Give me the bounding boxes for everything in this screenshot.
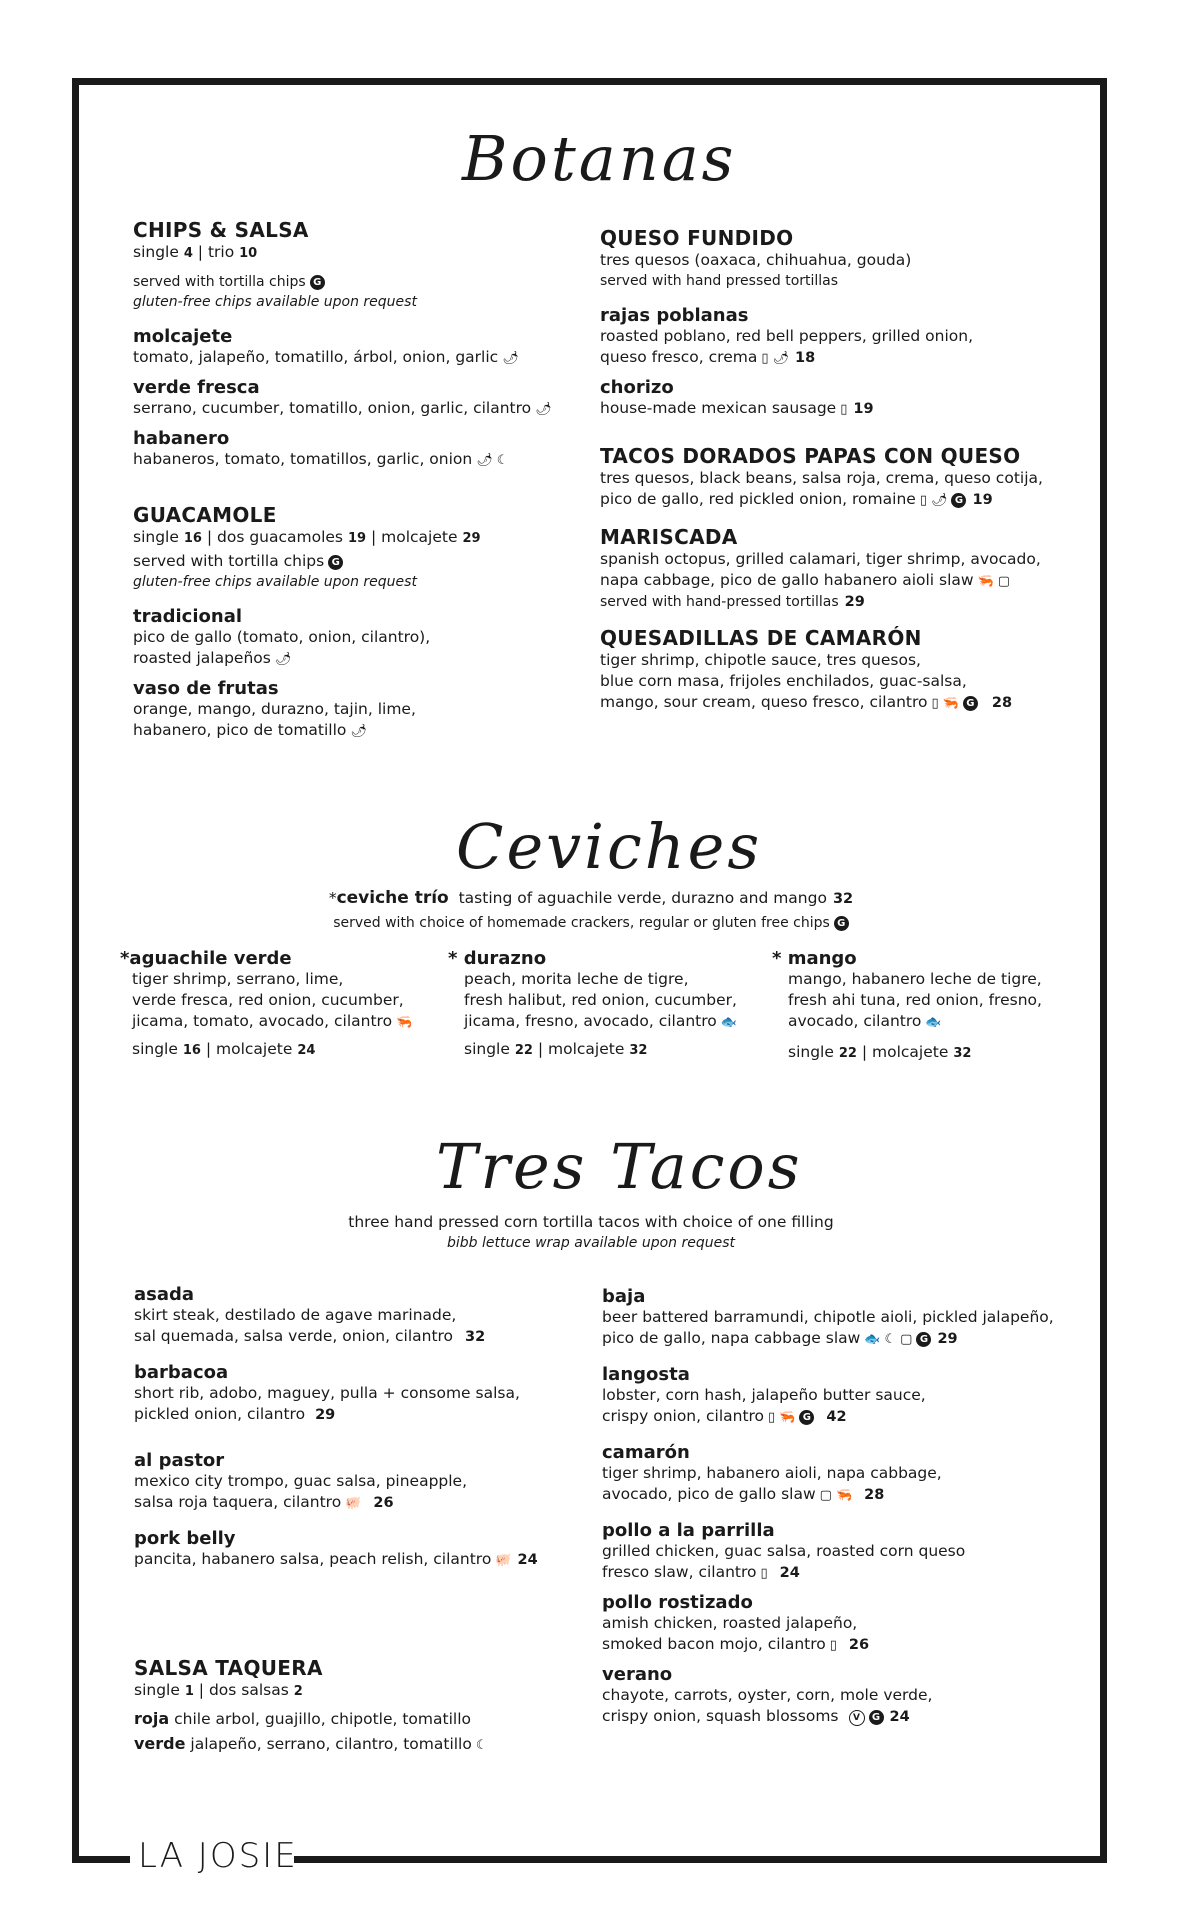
guacamole-note: served with tortilla chips G (133, 551, 583, 572)
egg-icon: ▢ (900, 1332, 913, 1347)
tacos-left-column: asada skirt steak, destilado de agave marinade, sal quemada, salsa verde, onion, cilantro 32 barbacoa short rib, adobo, maguey, pulla + consome salsa, pickled onion, cilantro 29 al pastor mexico city trompo, guac salsa, pineapple, salsa roja taquera, cilantro 🐖 26 pork belly pancita, habanero salsa, peach relish, cilantro 🐖 24 (134, 1284, 574, 1571)
ceviche-durazno (448, 948, 768, 1061)
dairy-icon: ▯ (931, 696, 939, 711)
taco-pollo-parrilla-name: pollo a la parrilla (602, 1520, 775, 1541)
salsa-verde: verde jalapeño, serrano, cilantro, tomatillo ☾ (134, 1733, 594, 1756)
tacos-dorados-desc1: tres quesos, black beans, salsa roja, crema, queso cotija, (600, 469, 1043, 487)
chorizo-name: chorizo (600, 377, 674, 398)
chorizo-desc: house-made mexican sausage ▯ 19 (600, 398, 1080, 420)
dairy-icon: ▯ (829, 1638, 837, 1653)
vaso-name: vaso de frutas (133, 678, 279, 699)
section-title-botanas: Botanas (462, 122, 737, 195)
botanas-right-column (600, 226, 1080, 714)
gluten-free-icon: G (328, 555, 343, 570)
fish-icon: 🐟 (720, 1015, 737, 1030)
queso-fundido-title: QUESO FUNDIDO (600, 226, 794, 250)
salsa-taquera (134, 1656, 594, 1756)
aguachile-prices: single 16 | molcajete 24 (132, 1040, 316, 1058)
mango-desc2: fresh ahi tuna, red onion, fresno, (788, 991, 1042, 1009)
taco-langosta-name: langosta (602, 1364, 690, 1385)
pepper-icon: 🌶 (930, 493, 948, 508)
tradicional-desc1: pico de gallo (tomato, onion, cilantro), (133, 628, 431, 646)
pork-icon: 🐖 (495, 1553, 512, 1568)
section-title-ceviches: Ceviches (456, 810, 763, 883)
vaso-desc1: orange, mango, durazno, tajin, lime, (133, 700, 416, 718)
dairy-icon: ▯ (919, 493, 927, 508)
ceviche-trio: *ceviche trío tasting of aguachile verde, durazno and mango 32 served with choice of homemade crackers, regular or gluten free chips G (328, 888, 854, 931)
habanero-name: habanero (133, 428, 230, 449)
taco-verano-name: verano (602, 1664, 673, 1685)
vegan-icon: V (849, 1710, 865, 1726)
taco-al-pastor-name: al pastor (134, 1450, 225, 1471)
aguachile-name: *aguachile verde (120, 948, 292, 969)
mango-desc3: avocado, cilantro 🐟 (788, 1011, 1072, 1033)
verde-fresca-name: verde fresca (133, 377, 260, 398)
dairy-icon: ▯ (840, 402, 848, 417)
molcajete-name: molcajete (133, 326, 233, 347)
pepper-icon: 🌶 (274, 652, 292, 667)
ceviche-aguachile (120, 948, 440, 1061)
salsa-roja: roja chile arbol, guajillo, chipotle, tomatillo (134, 1709, 471, 1728)
mango-desc1: mango, habanero leche de tigre, (788, 970, 1042, 988)
spicy-icon: ☾ (475, 1738, 488, 1753)
durazno-desc1: peach, morita leche de tigre, (464, 970, 689, 988)
spicy-icon: ☾ (496, 453, 509, 468)
mango-prices: single 22 | molcajete 32 (788, 1043, 972, 1061)
mango-name: * mango (772, 948, 857, 969)
rajas-desc1: roasted poblano, red bell peppers, grilled onion, (600, 327, 974, 345)
section-title-tres-tacos: Tres Tacos (436, 1130, 803, 1203)
pepper-icon: 🌶 (476, 453, 493, 468)
dairy-icon: ▯ (768, 1410, 776, 1425)
tacos-intro: three hand pressed corn tortilla tacos with choice of one filling bibb lettuce wrap available upon request (348, 1213, 834, 1251)
mariscada-note: served with hand-pressed tortillas 29 (600, 594, 865, 610)
taco-pollo-rostizado-name: pollo rostizado (602, 1592, 753, 1613)
brand-logo: LA JOSIE (138, 1836, 298, 1876)
mariscada-desc2: napa cabbage, pico de gallo habanero aioli slaw 🦐 ▢ (600, 570, 1080, 592)
vaso-desc2: habanero, pico de tomatillo 🌶 (133, 720, 583, 742)
durazno-desc3: jicama, fresno, avocado, cilantro 🐟 (464, 1011, 768, 1033)
shellfish-icon: 🦐 (942, 696, 959, 711)
pork-icon: 🐖 (345, 1496, 362, 1511)
durazno-prices: single 22 | molcajete 32 (464, 1040, 648, 1058)
fish-icon: 🐟 (864, 1332, 881, 1347)
gluten-free-icon: G (916, 1332, 931, 1347)
gluten-free-icon: G (834, 916, 849, 931)
tacos-right-column: baja beer battered barramundi, chipotle aioli, pickled jalapeño, pico de gallo, napa cabbage slaw 🐟 ☾ ▢ G 29 langosta lobster, corn hash, jalapeño butter sauce, crispy onion, cilantro ▯ 🦐 G 42 camarón tiger shrimp, habanero aioli, napa cabbage, avocado, pico de gallo slaw ▢ 🦐 28 pollo a la parrilla grilled chicken, guac salsa, roasted corn queso fresco slaw, cilantro ▯ 24 pollo rostizado amish chicken, roasted jalapeño, smoked bacon mojo, cilantro ▯ 26 verano chayote, carrots, oyster, corn, mole verde, crispy onion, squash blossoms V G 24 (602, 1286, 1082, 1728)
dairy-icon: ▯ (761, 351, 769, 366)
rajas-name: rajas poblanas (600, 305, 749, 326)
taco-barbacoa-name: barbacoa (134, 1362, 229, 1383)
guacamole-gf-note: gluten-free chips available upon request (133, 574, 417, 590)
fish-icon: 🐟 (925, 1015, 942, 1030)
shellfish-icon: 🦐 (396, 1015, 413, 1030)
durazno-name: * durazno (448, 948, 547, 969)
habanero-desc: habaneros, tomato, tomatillos, garlic, onion 🌶 ☾ (133, 449, 583, 471)
border-bottom-right (294, 1856, 1107, 1863)
quesadillas-title: QUESADILLAS DE CAMARÓN (600, 626, 922, 650)
durazno-desc2: fresh halibut, red onion, cucumber, (464, 991, 737, 1009)
mariscada-desc1: spanish octopus, grilled calamari, tiger shrimp, avocado, (600, 550, 1041, 568)
dairy-icon: ▯ (760, 1566, 768, 1581)
gluten-free-icon: G (310, 275, 325, 290)
quesadillas-desc2: blue corn masa, frijoles enchilados, guac-salsa, (600, 672, 967, 690)
pepper-icon: 🌶 (350, 724, 367, 739)
tradicional-name: tradicional (133, 606, 243, 627)
guacamole-prices: single 16 | dos guacamoles 19 | molcajete 29 (133, 528, 481, 546)
salsa-taquera-prices: single 1 | dos salsas 2 (134, 1681, 303, 1699)
guacamole-title: GUACAMOLE (133, 503, 277, 527)
shellfish-icon: 🦐 (835, 1488, 853, 1503)
egg-icon: ▢ (819, 1488, 832, 1503)
mariscada-title: MARISCADA (600, 525, 738, 549)
taco-pork-belly-name: pork belly (134, 1528, 236, 1549)
border-bottom-left (72, 1856, 130, 1863)
molcajete-desc: tomato, jalapeño, tomatillo, árbol, onion, garlic 🌶 (133, 347, 583, 369)
quesadillas-desc1: tiger shrimp, chipotle sauce, tres quesos, (600, 651, 921, 669)
egg-icon: ▢ (997, 574, 1011, 589)
rajas-desc2: queso fresco, crema ▯ 🌶 18 (600, 347, 1080, 369)
taco-baja-name: baja (602, 1286, 646, 1307)
gluten-free-icon: G (799, 1410, 814, 1425)
chips-salsa-title: CHIPS & SALSA (133, 218, 309, 242)
aguachile-desc2: verde fresca, red onion, cucumber, (132, 991, 404, 1009)
tacos-dorados-desc2: pico de gallo, red pickled onion, romaine ▯ 🌶 G 19 (600, 489, 1080, 511)
chips-note: served with tortilla chips G (133, 272, 583, 292)
spicy-icon: ☾ (884, 1332, 897, 1347)
queso-desc: tres quesos (oaxaca, chihuahua, gouda) (600, 251, 912, 269)
chips-gf-note: gluten-free chips available upon request (133, 294, 417, 310)
gluten-free-icon: G (963, 696, 978, 711)
aguachile-desc3: jicama, tomato, avocado, cilantro 🦐 (132, 1011, 440, 1033)
tacos-dorados-title: TACOS DORADOS PAPAS CON QUESO (600, 444, 1021, 468)
botanas-left-column (133, 218, 583, 742)
salsa-taquera-title: SALSA TAQUERA (134, 1656, 323, 1680)
quesadillas-desc3: mango, sour cream, queso fresco, cilantro ▯ 🦐 G 28 (600, 692, 1080, 714)
pepper-icon: 🌶 (502, 351, 519, 366)
taco-camaron-name: camarón (602, 1442, 690, 1463)
shellfish-icon: 🦐 (779, 1410, 796, 1425)
chips-prices: single 4 | trio 10 (133, 243, 258, 261)
tradicional-desc2: roasted jalapeños 🌶 (133, 648, 583, 670)
ceviche-mango (772, 948, 1072, 1064)
gluten-free-icon: G (951, 493, 966, 508)
pepper-icon: 🌶 (772, 351, 790, 366)
gluten-free-icon: G (869, 1710, 884, 1725)
shellfish-icon: 🦐 (977, 574, 994, 589)
queso-note: served with hand pressed tortillas (600, 273, 839, 289)
taco-asada-name: asada (134, 1284, 195, 1305)
aguachile-desc1: tiger shrimp, serrano, lime, (132, 970, 344, 988)
verde-fresca-desc: serrano, cucumber, tomatillo, onion, garlic, cilantro 🌶 (133, 398, 583, 420)
pepper-icon: 🌶 (535, 402, 552, 417)
